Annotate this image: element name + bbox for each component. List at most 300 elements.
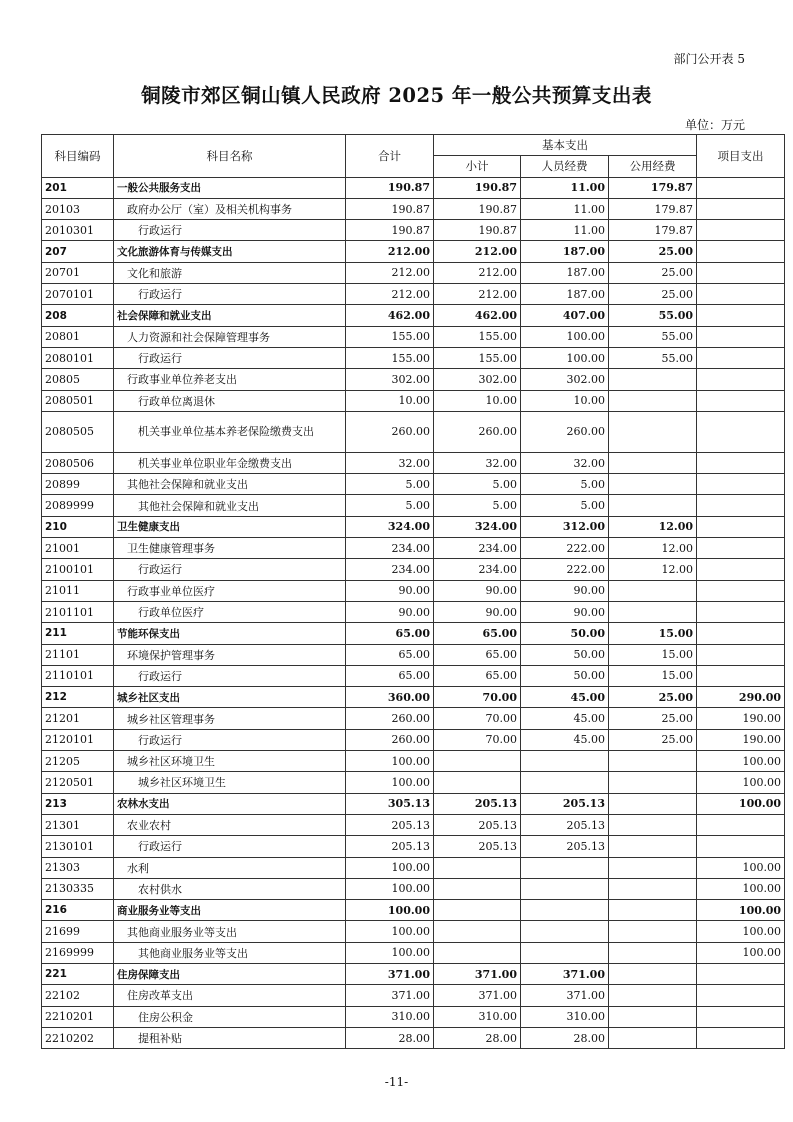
cell-public <box>609 390 697 411</box>
cell-public: 12.00 <box>609 516 697 537</box>
table-row <box>42 559 785 580</box>
cell-personnel: 10.00 <box>521 390 609 411</box>
cell-project <box>697 262 785 283</box>
cell-code: 2130335 <box>42 878 114 899</box>
cell-name: 政府办公厅（室）及相关机构事务 <box>114 198 346 219</box>
cell-name: 城乡社区管理事务 <box>114 708 346 729</box>
cell-public <box>609 495 697 516</box>
cell-total: 205.13 <box>346 836 434 857</box>
cell-project <box>697 220 785 241</box>
cell-name: 一般公共服务支出 <box>114 177 346 198</box>
cell-code: 2080506 <box>42 452 114 473</box>
cell-public: 55.00 <box>609 347 697 368</box>
cell-subtotal <box>434 772 521 793</box>
cell-public: 25.00 <box>609 708 697 729</box>
cell-personnel: 50.00 <box>521 623 609 644</box>
cell-project <box>697 495 785 516</box>
cell-subtotal <box>434 942 521 963</box>
cell-project: 100.00 <box>697 751 785 772</box>
cell-public: 15.00 <box>609 644 697 665</box>
cell-public <box>609 601 697 622</box>
cell-project <box>697 665 785 686</box>
cell-total: 5.00 <box>346 495 434 516</box>
table-row <box>42 538 785 559</box>
table-row <box>42 495 785 516</box>
table-row <box>42 814 785 835</box>
cell-code: 2210202 <box>42 1027 114 1048</box>
cell-public: 25.00 <box>609 241 697 262</box>
cell-personnel: 28.00 <box>521 1027 609 1048</box>
cell-public: 179.87 <box>609 220 697 241</box>
cell-code: 213 <box>42 793 114 814</box>
cell-public <box>609 942 697 963</box>
table-row <box>42 411 785 452</box>
cell-code: 2130101 <box>42 836 114 857</box>
cell-public: 12.00 <box>609 538 697 559</box>
cell-total: 212.00 <box>346 262 434 283</box>
table-row <box>42 220 785 241</box>
cell-total: 260.00 <box>346 411 434 452</box>
cell-total: 100.00 <box>346 857 434 878</box>
table-row <box>42 390 785 411</box>
cell-project <box>697 963 785 984</box>
cell-total: 90.00 <box>346 601 434 622</box>
cell-project <box>697 177 785 198</box>
cell-total: 324.00 <box>346 516 434 537</box>
cell-subtotal <box>434 857 521 878</box>
cell-public <box>609 411 697 452</box>
cell-total: 65.00 <box>346 644 434 665</box>
table-row <box>42 198 785 219</box>
table-row <box>42 751 785 772</box>
cell-personnel: 371.00 <box>521 963 609 984</box>
cell-project <box>697 836 785 857</box>
cell-code: 2169999 <box>42 942 114 963</box>
cell-total: 155.00 <box>346 347 434 368</box>
cell-subtotal: 462.00 <box>434 305 521 326</box>
cell-project <box>697 559 785 580</box>
cell-personnel: 45.00 <box>521 687 609 708</box>
cell-code: 212 <box>42 687 114 708</box>
header-total: 合计 <box>346 135 434 178</box>
cell-public <box>609 900 697 921</box>
cell-public: 15.00 <box>609 665 697 686</box>
budget-table <box>41 134 785 1049</box>
table-row <box>42 326 785 347</box>
cell-name: 卫生健康支出 <box>114 516 346 537</box>
cell-public <box>609 921 697 942</box>
cell-code: 2080501 <box>42 390 114 411</box>
cell-subtotal: 190.87 <box>434 177 521 198</box>
cell-name: 农林水支出 <box>114 793 346 814</box>
cell-subtotal: 371.00 <box>434 985 521 1006</box>
cell-code: 21011 <box>42 580 114 601</box>
cell-project: 100.00 <box>697 921 785 942</box>
cell-project <box>697 1006 785 1027</box>
cell-total: 100.00 <box>346 772 434 793</box>
cell-subtotal: 205.13 <box>434 836 521 857</box>
cell-total: 260.00 <box>346 708 434 729</box>
cell-code: 2120501 <box>42 772 114 793</box>
cell-project <box>697 347 785 368</box>
cell-public <box>609 369 697 390</box>
cell-subtotal: 212.00 <box>434 241 521 262</box>
cell-subtotal: 190.87 <box>434 220 521 241</box>
cell-personnel: 90.00 <box>521 580 609 601</box>
table-row <box>42 516 785 537</box>
cell-subtotal: 28.00 <box>434 1027 521 1048</box>
cell-total: 100.00 <box>346 878 434 899</box>
cell-personnel <box>521 772 609 793</box>
cell-project: 190.00 <box>697 729 785 750</box>
table-row <box>42 793 785 814</box>
cell-personnel <box>521 921 609 942</box>
cell-total: 90.00 <box>346 580 434 601</box>
cell-total: 100.00 <box>346 921 434 942</box>
cell-name: 其他商业服务业等支出 <box>114 921 346 942</box>
cell-subtotal: 70.00 <box>434 708 521 729</box>
cell-subtotal: 90.00 <box>434 580 521 601</box>
cell-subtotal: 70.00 <box>434 729 521 750</box>
cell-subtotal: 212.00 <box>434 262 521 283</box>
cell-name: 机关事业单位基本养老保险缴费支出 <box>114 411 346 452</box>
cell-project <box>697 305 785 326</box>
cell-code: 21205 <box>42 751 114 772</box>
cell-personnel: 100.00 <box>521 347 609 368</box>
cell-name: 行政运行 <box>114 347 346 368</box>
header-public: 公用经费 <box>609 156 697 177</box>
table-row <box>42 452 785 473</box>
cell-project <box>697 538 785 559</box>
cell-code: 22102 <box>42 985 114 1006</box>
table-row <box>42 1027 785 1048</box>
cell-personnel: 50.00 <box>521 644 609 665</box>
cell-subtotal: 65.00 <box>434 644 521 665</box>
cell-name: 文化和旅游 <box>114 262 346 283</box>
page-number: -11- <box>384 1075 409 1089</box>
cell-name: 城乡社区支出 <box>114 687 346 708</box>
cell-total: 302.00 <box>346 369 434 390</box>
cell-project <box>697 390 785 411</box>
cell-name: 人力资源和社会保障管理事务 <box>114 326 346 347</box>
cell-personnel: 310.00 <box>521 1006 609 1027</box>
cell-subtotal: 205.13 <box>434 814 521 835</box>
cell-subtotal: 260.00 <box>434 411 521 452</box>
cell-total: 212.00 <box>346 241 434 262</box>
cell-total: 100.00 <box>346 751 434 772</box>
cell-project <box>697 985 785 1006</box>
cell-personnel: 32.00 <box>521 452 609 473</box>
cell-personnel: 260.00 <box>521 411 609 452</box>
cell-subtotal: 90.00 <box>434 601 521 622</box>
cell-personnel: 205.13 <box>521 793 609 814</box>
cell-subtotal: 324.00 <box>434 516 521 537</box>
cell-public <box>609 793 697 814</box>
cell-code: 216 <box>42 900 114 921</box>
cell-subtotal: 155.00 <box>434 347 521 368</box>
cell-name: 住房公积金 <box>114 1006 346 1027</box>
cell-project: 100.00 <box>697 793 785 814</box>
table-row <box>42 601 785 622</box>
cell-project <box>697 814 785 835</box>
header-subtotal: 小计 <box>434 156 521 177</box>
cell-public <box>609 878 697 899</box>
cell-total: 100.00 <box>346 942 434 963</box>
header-basic: 基本支出 <box>434 135 697 156</box>
cell-total: 190.87 <box>346 198 434 219</box>
cell-public: 12.00 <box>609 559 697 580</box>
cell-project: 100.00 <box>697 942 785 963</box>
cell-project <box>697 411 785 452</box>
cell-name: 农业农村 <box>114 814 346 835</box>
cell-subtotal: 10.00 <box>434 390 521 411</box>
cell-personnel <box>521 878 609 899</box>
table-row <box>42 836 785 857</box>
cell-code: 2070101 <box>42 284 114 305</box>
cell-code: 21303 <box>42 857 114 878</box>
cell-subtotal: 302.00 <box>434 369 521 390</box>
cell-total: 234.00 <box>346 538 434 559</box>
cell-total: 371.00 <box>346 963 434 984</box>
cell-code: 2080101 <box>42 347 114 368</box>
cell-project: 100.00 <box>697 900 785 921</box>
cell-project <box>697 284 785 305</box>
cell-subtotal: 234.00 <box>434 538 521 559</box>
cell-total: 234.00 <box>346 559 434 580</box>
cell-personnel: 222.00 <box>521 559 609 580</box>
cell-personnel: 187.00 <box>521 241 609 262</box>
cell-project: 100.00 <box>697 857 785 878</box>
table-row <box>42 241 785 262</box>
cell-name: 行政运行 <box>114 729 346 750</box>
header-personnel: 人员经费 <box>521 156 609 177</box>
cell-subtotal: 212.00 <box>434 284 521 305</box>
cell-public: 25.00 <box>609 687 697 708</box>
table-row <box>42 857 785 878</box>
cell-subtotal: 205.13 <box>434 793 521 814</box>
cell-code: 21001 <box>42 538 114 559</box>
cell-subtotal <box>434 900 521 921</box>
cell-public <box>609 474 697 495</box>
cell-project <box>697 369 785 390</box>
cell-project <box>697 644 785 665</box>
cell-total: 205.13 <box>346 814 434 835</box>
cell-name: 城乡社区环境卫生 <box>114 751 346 772</box>
cell-total: 190.87 <box>346 177 434 198</box>
cell-total: 65.00 <box>346 665 434 686</box>
cell-subtotal: 5.00 <box>434 474 521 495</box>
table-row <box>42 284 785 305</box>
cell-public: 179.87 <box>609 177 697 198</box>
cell-total: 10.00 <box>346 390 434 411</box>
cell-total: 305.13 <box>346 793 434 814</box>
cell-total: 260.00 <box>346 729 434 750</box>
cell-subtotal: 5.00 <box>434 495 521 516</box>
cell-personnel: 45.00 <box>521 708 609 729</box>
cell-personnel: 90.00 <box>521 601 609 622</box>
table-row <box>42 878 785 899</box>
cell-total: 212.00 <box>346 284 434 305</box>
cell-public <box>609 836 697 857</box>
cell-name: 其他社会保障和就业支出 <box>114 495 346 516</box>
cell-project <box>697 326 785 347</box>
cell-code: 2210201 <box>42 1006 114 1027</box>
cell-name: 卫生健康管理事务 <box>114 538 346 559</box>
cell-personnel: 11.00 <box>521 220 609 241</box>
cell-name: 行政单位医疗 <box>114 601 346 622</box>
cell-code: 2100101 <box>42 559 114 580</box>
cell-subtotal <box>434 878 521 899</box>
cell-public <box>609 772 697 793</box>
cell-public <box>609 857 697 878</box>
cell-subtotal: 310.00 <box>434 1006 521 1027</box>
cell-total: 310.00 <box>346 1006 434 1027</box>
cell-public <box>609 452 697 473</box>
cell-name: 住房改革支出 <box>114 985 346 1006</box>
cell-personnel <box>521 900 609 921</box>
header-name: 科目名称 <box>114 135 346 178</box>
cell-project <box>697 1027 785 1048</box>
cell-code: 2089999 <box>42 495 114 516</box>
cell-personnel: 187.00 <box>521 284 609 305</box>
cell-project <box>697 474 785 495</box>
cell-personnel: 205.13 <box>521 814 609 835</box>
cell-code: 211 <box>42 623 114 644</box>
table-row <box>42 347 785 368</box>
cell-project <box>697 198 785 219</box>
cell-code: 2120101 <box>42 729 114 750</box>
cell-project <box>697 580 785 601</box>
cell-personnel: 187.00 <box>521 262 609 283</box>
cell-public: 15.00 <box>609 623 697 644</box>
table-row <box>42 580 785 601</box>
cell-name: 行政运行 <box>114 665 346 686</box>
table-row <box>42 665 785 686</box>
header-project: 项目支出 <box>697 135 785 178</box>
cell-name: 住房保障支出 <box>114 963 346 984</box>
cell-public: 55.00 <box>609 305 697 326</box>
cell-name: 行政事业单位医疗 <box>114 580 346 601</box>
cell-total: 371.00 <box>346 985 434 1006</box>
cell-subtotal: 234.00 <box>434 559 521 580</box>
cell-public <box>609 814 697 835</box>
cell-public: 179.87 <box>609 198 697 219</box>
cell-subtotal: 65.00 <box>434 665 521 686</box>
cell-code: 21201 <box>42 708 114 729</box>
cell-subtotal <box>434 751 521 772</box>
cell-total: 360.00 <box>346 687 434 708</box>
cell-personnel: 5.00 <box>521 495 609 516</box>
cell-personnel: 222.00 <box>521 538 609 559</box>
cell-total: 462.00 <box>346 305 434 326</box>
table-row <box>42 262 785 283</box>
cell-code: 20899 <box>42 474 114 495</box>
table-row <box>42 369 785 390</box>
cell-total: 65.00 <box>346 623 434 644</box>
cell-personnel: 371.00 <box>521 985 609 1006</box>
cell-personnel: 50.00 <box>521 665 609 686</box>
table-row <box>42 985 785 1006</box>
cell-public <box>609 1006 697 1027</box>
cell-name: 商业服务业等支出 <box>114 900 346 921</box>
cell-code: 20805 <box>42 369 114 390</box>
cell-personnel: 100.00 <box>521 326 609 347</box>
cell-name: 其他社会保障和就业支出 <box>114 474 346 495</box>
cell-public <box>609 963 697 984</box>
cell-code: 207 <box>42 241 114 262</box>
cell-name: 行政事业单位养老支出 <box>114 369 346 390</box>
cell-personnel: 45.00 <box>521 729 609 750</box>
cell-code: 2110101 <box>42 665 114 686</box>
cell-project: 190.00 <box>697 708 785 729</box>
cell-code: 21301 <box>42 814 114 835</box>
page-title: 铜陵市郊区铜山镇人民政府 2025 年一般公共预算支出表 <box>141 84 652 107</box>
cell-subtotal: 190.87 <box>434 198 521 219</box>
cell-name: 水利 <box>114 857 346 878</box>
cell-public <box>609 985 697 1006</box>
cell-name: 农村供水 <box>114 878 346 899</box>
page-tag: 部门公开表 5 <box>673 52 745 66</box>
table-row <box>42 900 785 921</box>
cell-code: 20801 <box>42 326 114 347</box>
table-row <box>42 921 785 942</box>
cell-name: 行政运行 <box>114 559 346 580</box>
cell-code: 21101 <box>42 644 114 665</box>
cell-personnel: 11.00 <box>521 177 609 198</box>
cell-code: 201 <box>42 177 114 198</box>
cell-subtotal <box>434 921 521 942</box>
cell-total: 32.00 <box>346 452 434 473</box>
cell-total: 190.87 <box>346 220 434 241</box>
cell-public: 25.00 <box>609 284 697 305</box>
cell-code: 221 <box>42 963 114 984</box>
cell-subtotal: 65.00 <box>434 623 521 644</box>
cell-subtotal: 155.00 <box>434 326 521 347</box>
cell-personnel: 312.00 <box>521 516 609 537</box>
cell-code: 208 <box>42 305 114 326</box>
table-row <box>42 942 785 963</box>
cell-project: 100.00 <box>697 772 785 793</box>
cell-public: 55.00 <box>609 326 697 347</box>
table-row <box>42 305 785 326</box>
table-row <box>42 1006 785 1027</box>
cell-personnel <box>521 751 609 772</box>
cell-name: 行政运行 <box>114 220 346 241</box>
cell-name: 机关事业单位职业年金缴费支出 <box>114 452 346 473</box>
cell-name: 行政运行 <box>114 836 346 857</box>
cell-personnel: 205.13 <box>521 836 609 857</box>
table-row <box>42 644 785 665</box>
cell-project <box>697 623 785 644</box>
cell-code: 2080505 <box>42 411 114 452</box>
table-row <box>42 687 785 708</box>
cell-total: 100.00 <box>346 900 434 921</box>
cell-project <box>697 601 785 622</box>
cell-total: 155.00 <box>346 326 434 347</box>
cell-project <box>697 452 785 473</box>
cell-subtotal: 70.00 <box>434 687 521 708</box>
cell-name: 环境保护管理事务 <box>114 644 346 665</box>
cell-personnel: 302.00 <box>521 369 609 390</box>
cell-code: 210 <box>42 516 114 537</box>
table-row <box>42 474 785 495</box>
cell-public <box>609 751 697 772</box>
cell-project: 290.00 <box>697 687 785 708</box>
cell-code: 20701 <box>42 262 114 283</box>
cell-public: 25.00 <box>609 729 697 750</box>
table-row <box>42 708 785 729</box>
cell-total: 28.00 <box>346 1027 434 1048</box>
